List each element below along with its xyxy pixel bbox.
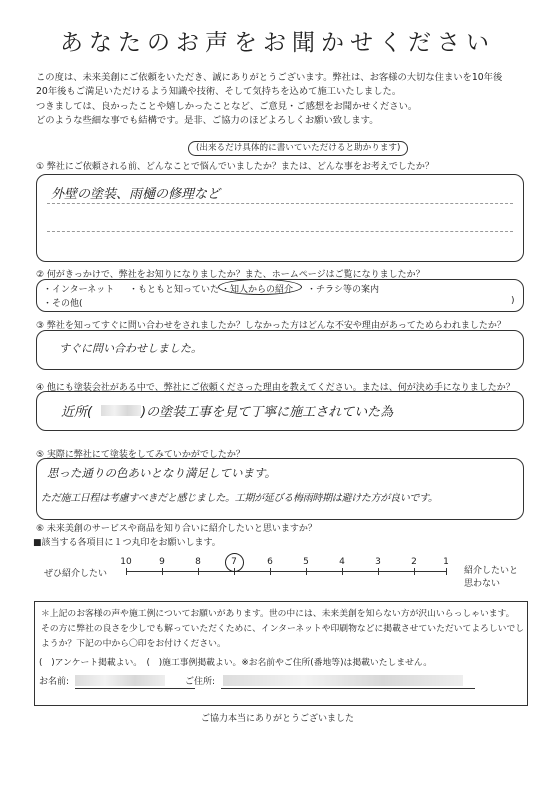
option-other-close: ) [511,296,515,306]
question-3-label: ③ 弊社を知ってすぐに問い合わせをされましたか？しなかった方はどんな不安や理由があってためらわれましたか？ [36,321,506,331]
scale-tick [414,568,415,575]
question-3-answer: すぐに問い合わせしました。 [59,342,202,355]
address-underline [221,688,475,689]
intro-line: つきましては、良かったことや嬉しかったことなど、ご意見・ご感想をお聞かせください。 [36,100,418,112]
scale-tick [270,568,271,575]
scale-tick [162,568,163,575]
permission-line: ＊上記のお客様の声や施工例についてお願いがあります。世の中には、未来美創を知らない方が沢山いらっしゃいます。 [41,609,515,619]
scale-number[interactable]: 4 [339,557,345,567]
option-already-known[interactable]: ・もともと知っていた [129,285,220,295]
scale-right-label-1: 紹介したいと [464,566,519,576]
scale-number[interactable]: 10 [120,557,132,567]
scale-number[interactable]: 5 [303,557,309,567]
question-1-answer-box[interactable] [36,174,524,262]
scale-tick [446,568,447,575]
question-4-answer-prefix: 近所( [61,405,93,420]
option-other[interactable]: ・その他( [43,299,83,309]
option-referral[interactable]: ・知人からの紹介 [221,285,294,295]
scale-number[interactable]: 9 [159,557,165,567]
instruction-note: (出来るだけ具体的に書いていただけると助かります) [188,141,408,156]
question-2-options-box [36,279,524,312]
scale-number[interactable]: 1 [443,557,449,567]
scale-number[interactable]: 3 [375,557,381,567]
scale-tick [342,568,343,575]
page-title: あなたのお声をお聞かせください [60,30,495,56]
selection-circle [225,553,244,572]
name-label: お名前: [39,677,70,687]
option-internet[interactable]: ・インターネット [43,285,115,295]
permission-box [34,601,528,706]
scale-number[interactable]: 2 [411,557,417,567]
scale-left-label: ぜひ紹介したい [44,569,108,579]
redacted-name-field [75,675,165,686]
scale-number[interactable]: 8 [195,557,201,567]
scale-tick [198,568,199,575]
intro-text [36,71,536,128]
closing-text: ご協力本当にありがとうございました [200,714,354,724]
question-2-label: ② 何がきっかけで、弊社をお知りになりましたか？また、ホームページはご覧になりましたか？ [36,270,425,280]
scale-tick [306,568,307,575]
option-flyer[interactable]: ・チラシ等の案内 [307,285,380,295]
answer-line [47,203,513,204]
question-4-answer-suffix: )の塗装工事を見て丁寧に施工されていた為 [141,405,394,420]
permission-line: その方に弊社の良さを少しでも解っていただくために、インターネットや印刷物などに掲載させていただいてよろしいでし [41,624,525,634]
redacted-address-field [223,675,463,686]
question-3-answer-box[interactable] [36,330,524,370]
scale-line [126,571,446,572]
question-5-answer-box[interactable] [36,458,524,520]
question-5-answer-line2: ただ施工日程は考慮すべきだと感じました。工期が延びる梅雨時期は避けた方が良いです。 [41,493,438,504]
scale-right-label-2: 思わない [464,579,501,589]
permission-check-line[interactable]: ( )アンケート掲載よい。 ( )施工事例掲載よい。※お名前やご住所(番地等)は掲載いたしません。 [39,658,433,668]
question-5-answer-line1: 思った通りの色あいとなり満足しています。 [47,466,277,480]
question-6-instruction: ■該当する各項目に１つ丸印をお願いします。 [33,538,221,548]
intro-line: この度は、未来美創にご依頼をいただき、誠にありがとうございます。弊社は、お客様の大切な住まいを10年後 [36,72,503,83]
scale-number[interactable]: 6 [267,557,273,567]
intro-line: 20年後もご満足いただけるよう知識や技術、そして気持ちを込めて施工いたしました。 [36,86,402,98]
scale-tick [126,568,127,575]
question-5-label: ⑤ 実際に弊社にて塗装をしてみていかがでしたか？ [36,450,245,460]
intro-line: どのような些細な事でも結構です。是非、ご協力のほどよろしくお願い致します。 [36,114,379,126]
name-underline [75,688,195,689]
question-4-answer-box[interactable] [36,391,524,431]
permission-line: ようか？下記の中から〇印をお付けください。 [41,639,226,649]
question-4-label: ④ 他にも塗装会社がある中で、弊社にご依頼くださった理由を教えてください。または、何が決め手になりましたか？ [36,383,515,393]
question-6-label: ⑥ 未来美創のサービスや商品を知り合いに紹介したいと思いますか？ [36,524,317,534]
answer-line [47,231,513,232]
scale-number[interactable]: 7 [231,557,237,567]
question-1-answer: 外壁の塗装、雨樋の修理など [51,187,221,202]
selection-circle [218,279,302,295]
scale-tick [378,568,379,575]
redacted-name [101,405,141,416]
question-1-label: ① 弊社にご依頼される前、どんなことで悩んでいましたか？または、どんな事をお考えでしたか？ [36,162,434,172]
address-label: ご住所: [185,677,216,687]
